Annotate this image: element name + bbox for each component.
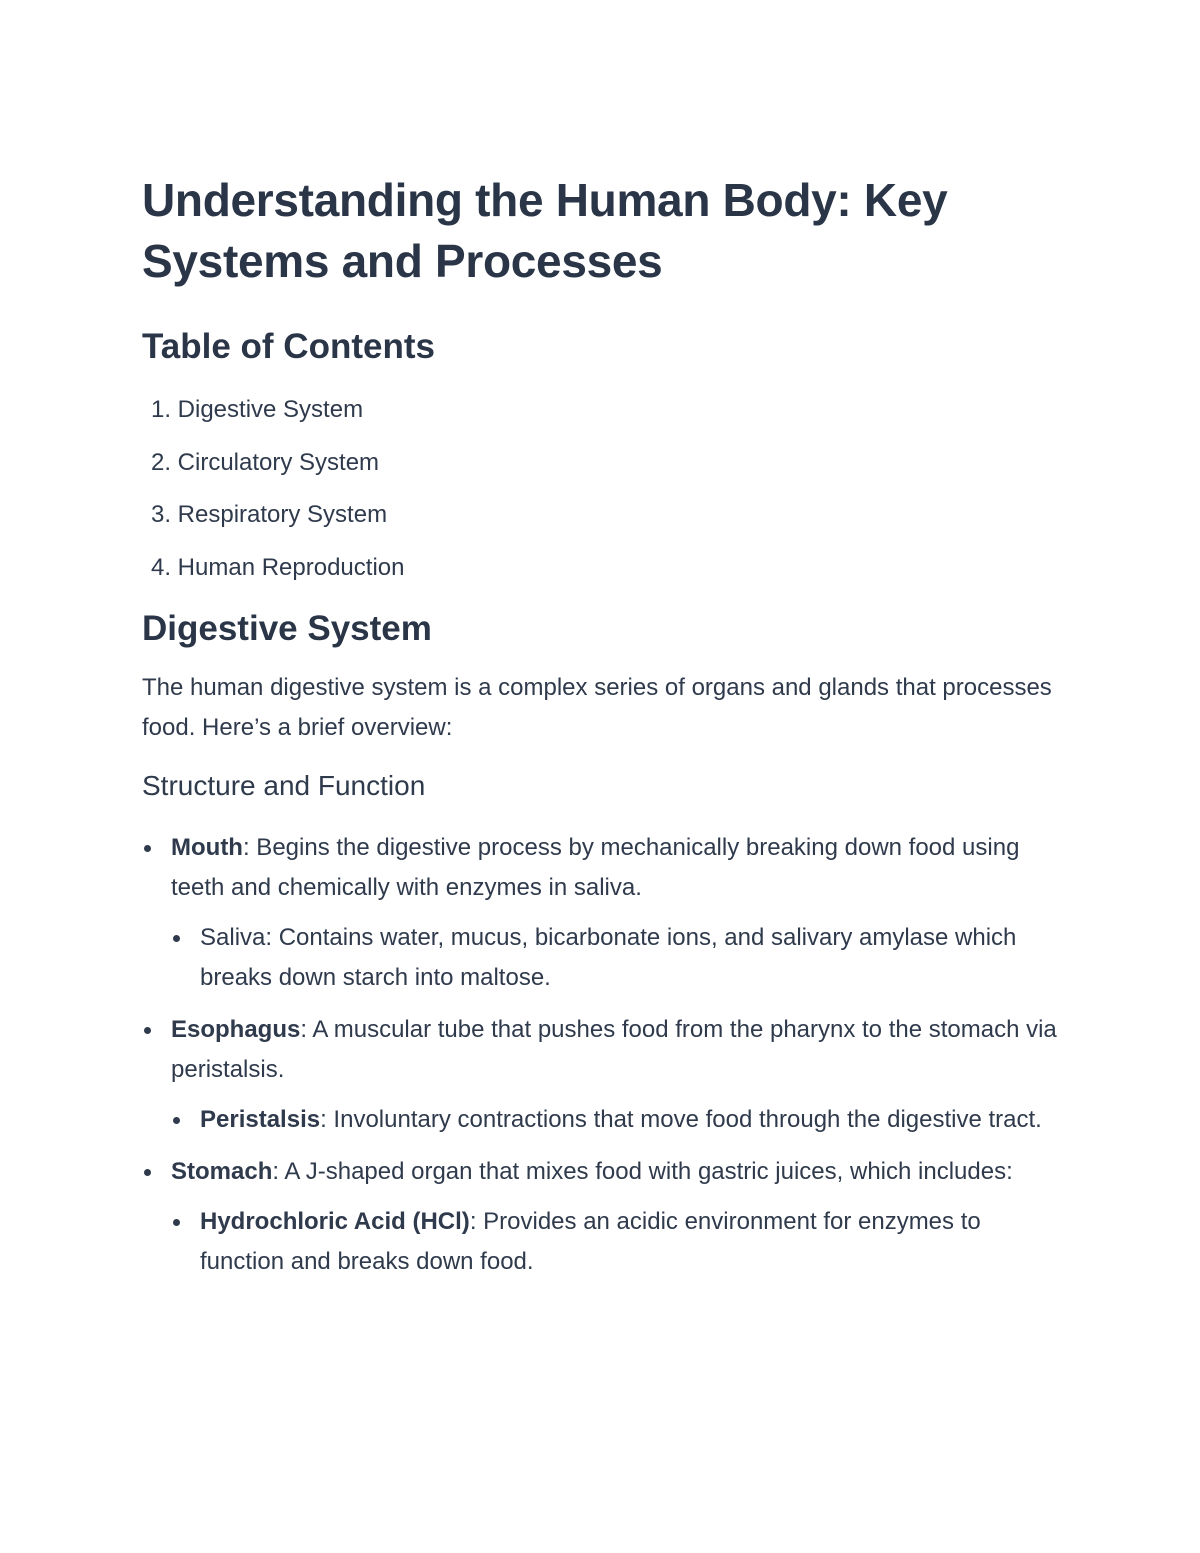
list-item-esophagus (142, 1010, 1062, 1140)
bullet-icon (173, 935, 180, 942)
toc-number: 1. (150, 396, 171, 423)
toc-number: 2. (150, 448, 171, 476)
sub-list (171, 918, 1062, 998)
sub-list-item-peristalsis (171, 1100, 1062, 1140)
toc-item-digestive[interactable] (142, 394, 1062, 426)
page-title: Understanding the Human Body: Key Systems and Processes (142, 174, 948, 287)
bullet-icon (144, 845, 151, 852)
toc-heading: Table of Contents (142, 327, 435, 366)
sub-list-item-hcl (171, 1202, 1062, 1282)
toc-item-reproduction[interactable] (142, 552, 1062, 584)
section-heading-digestive: Digestive System (142, 608, 432, 648)
bullet-icon (144, 1027, 151, 1034)
subsection-heading: Structure and Function (142, 769, 426, 801)
toc-number: 4. (150, 553, 171, 581)
toc-item-circulatory[interactable] (142, 447, 1062, 479)
term: Mouth (171, 833, 243, 861)
toc-number: 3. (150, 501, 171, 528)
toc-label: Digestive System (177, 396, 364, 423)
bullet-icon (173, 1219, 180, 1226)
toc-label: Respiratory System (177, 501, 388, 528)
term: Esophagus (171, 1015, 301, 1043)
toc-item-respiratory[interactable] (142, 499, 1062, 531)
document-page (142, 170, 1062, 1294)
bullet-icon (144, 1169, 151, 1176)
description: : A muscular tube that pushes food from the pharynx to the stomach via peristalsis. (171, 1015, 1057, 1083)
toc-label: Circulatory System (177, 448, 380, 476)
sub-list (171, 1202, 1062, 1282)
organ-list (142, 828, 1062, 1282)
description: : A J-shaped organ that mixes food with gastric juices, which includes: (272, 1157, 1013, 1185)
description: : Begins the digestive process by mechanically breaking down food using teeth and chemically with enzymes in saliva. (171, 833, 1020, 901)
term: Hydrochloric Acid (HCl) (200, 1207, 470, 1235)
term: Peristalsis (200, 1105, 321, 1133)
list-item-mouth (142, 828, 1062, 998)
list-item-stomach (142, 1152, 1062, 1282)
description: Saliva: Contains water, mucus, bicarbonate ions, and salivary amylase which breaks down starch into maltose. (200, 923, 1017, 991)
sub-list (171, 1100, 1062, 1140)
bullet-icon (173, 1117, 180, 1124)
term: Stomach (171, 1157, 273, 1185)
toc-label: Human Reproduction (177, 553, 405, 581)
sub-list-item-saliva (171, 918, 1062, 998)
description: : Involuntary contractions that move food through the digestive tract. (320, 1105, 1042, 1133)
description: : Provides an acidic environment for enzymes to function and breaks down food. (200, 1207, 981, 1275)
section-intro: The human digestive system is a complex series of organs and glands that processes food. Here’s a brief overview: (142, 673, 1052, 741)
table-of-contents (142, 394, 1062, 584)
